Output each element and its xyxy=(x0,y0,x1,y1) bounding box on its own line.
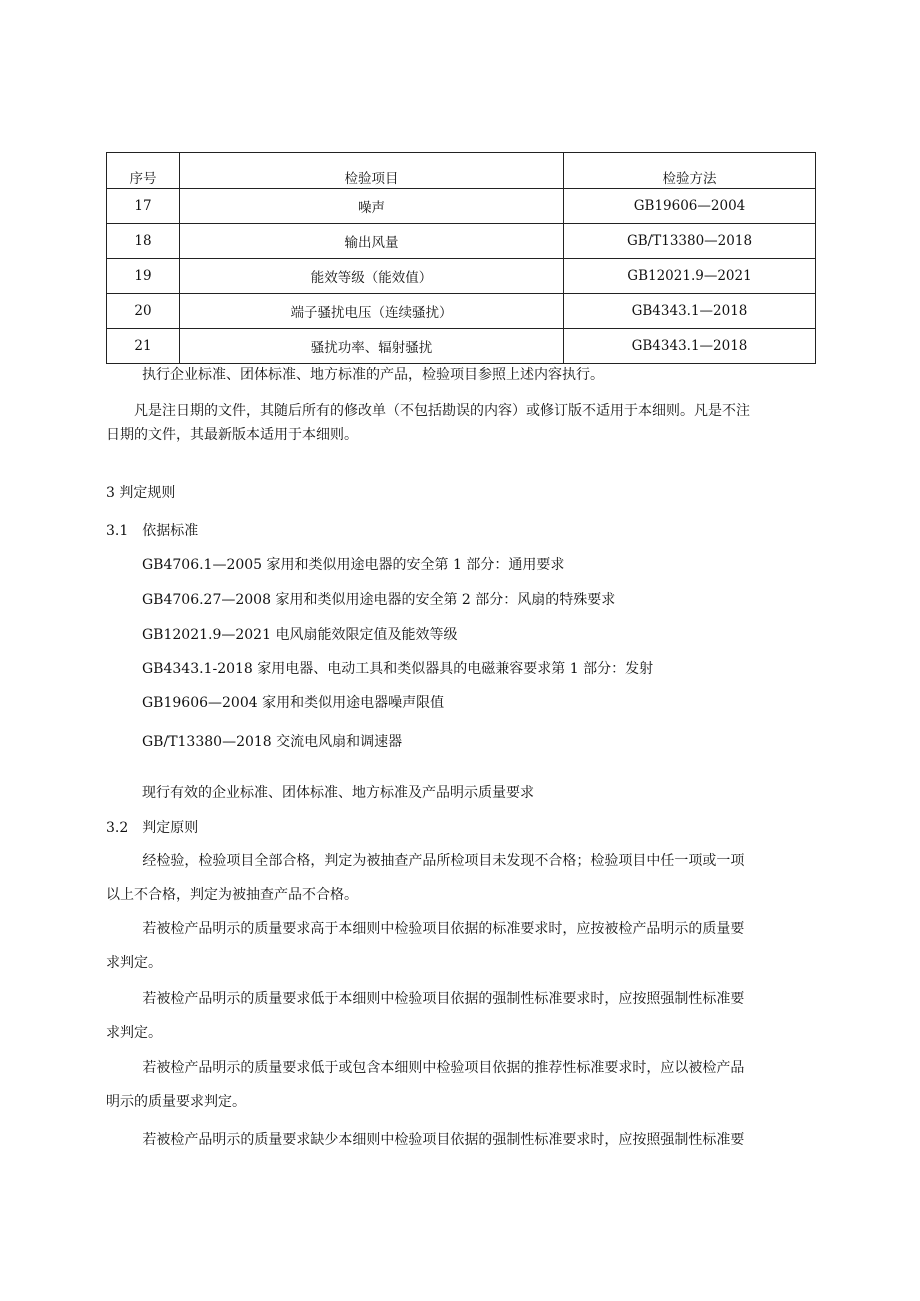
table-header-row xyxy=(107,153,816,189)
standard-item: GB4706.27—2008 家用和类似用途电器的安全第 2 部分：风扇的特殊要求 xyxy=(142,592,616,608)
row-item: 端子骚扰电压（连续骚扰） xyxy=(180,294,564,329)
principle-line: 求判定。 xyxy=(106,955,162,971)
header-method: 检验方法 xyxy=(564,153,816,189)
row-method: GB4343.1—2018 xyxy=(564,294,816,329)
row-item: 输出风量 xyxy=(180,224,564,259)
section-3-title: 3 判定规则 xyxy=(106,485,176,501)
standard-item: GB/T13380—2018 交流电风扇和调速器 xyxy=(142,734,403,750)
principle-line: 若被检产品明示的质量要求缺少本细则中检验项目依据的强制性标准要求时，应按照强制性标准要 xyxy=(142,1132,745,1148)
principle-paragraph xyxy=(106,919,815,973)
principle-line: 以上不合格，判定为被抽查产品不合格。 xyxy=(106,887,358,903)
row-item: 噪声 xyxy=(180,189,564,224)
row-index: 21 xyxy=(107,329,180,364)
table-row xyxy=(107,224,816,259)
enterprise-note: 执行企业标准、团体标准、地方标准的产品，检验项目参照上述内容执行。 xyxy=(142,367,604,383)
row-index: 17 xyxy=(107,189,180,224)
header-item: 检验项目 xyxy=(180,153,564,189)
standard-item: GB4343.1-2018 家用电器、电动工具和类似器具的电磁兼容要求第 1 部分：发射 xyxy=(142,661,654,677)
row-method: GB12021.9—2021 xyxy=(564,259,816,294)
table-row xyxy=(107,294,816,329)
table-row xyxy=(107,189,816,224)
standard-item: GB12021.9—2021 电风扇能效限定值及能效等级 xyxy=(142,627,458,643)
current-standards-note: 现行有效的企业标准、团体标准、地方标准及产品明示质量要求 xyxy=(142,785,534,801)
standard-item: GB4706.1—2005 家用和类似用途电器的安全第 1 部分：通用要求 xyxy=(142,557,565,573)
principle-paragraph xyxy=(106,1058,815,1112)
row-index: 18 xyxy=(107,224,180,259)
header-index: 序号 xyxy=(107,153,180,189)
row-method: GB19606—2004 xyxy=(564,189,816,224)
dated-note-line1: 凡是注日期的文件，其随后所有的修改单（不包括勘误的内容）或修订版不适用于本细则。凡是不注 xyxy=(134,403,750,419)
principle-paragraph xyxy=(106,1130,815,1150)
table-row xyxy=(107,259,816,294)
row-method: GB4343.1—2018 xyxy=(564,329,816,364)
standard-item: GB19606—2004 家用和类似用途电器噪声限值 xyxy=(142,695,445,711)
row-item: 能效等级（能效值） xyxy=(180,259,564,294)
principle-line: 求判定。 xyxy=(106,1025,162,1041)
principle-line: 经检验，检验项目全部合格，判定为被抽查产品所检项目未发现不合格；检验项目中任一项或一项 xyxy=(142,853,745,869)
row-item: 骚扰功率、辐射骚扰 xyxy=(180,329,564,364)
section-3-1-title: 3.1 依据标准 xyxy=(106,523,199,539)
inspection-table xyxy=(106,152,816,364)
principle-paragraph xyxy=(106,989,815,1043)
row-index: 19 xyxy=(107,259,180,294)
section-3-2-title: 3.2 判定原则 xyxy=(106,820,199,836)
dated-documents-note xyxy=(106,401,815,445)
table-row xyxy=(107,329,816,364)
principle-line: 明示的质量要求判定。 xyxy=(106,1094,246,1110)
principle-paragraph xyxy=(106,851,815,905)
principle-line: 若被检产品明示的质量要求高于本细则中检验项目依据的标准要求时，应按被检产品明示的质量要 xyxy=(142,921,745,937)
principle-line: 若被检产品明示的质量要求低于或包含本细则中检验项目依据的推荐性标准要求时，应以被检产品 xyxy=(142,1060,745,1076)
row-method: GB/T13380—2018 xyxy=(564,224,816,259)
principle-line: 若被检产品明示的质量要求低于本细则中检验项目依据的强制性标准要求时，应按照强制性标准要 xyxy=(142,991,745,1007)
dated-note-line2: 日期的文件，其最新版本适用于本细则。 xyxy=(106,427,358,443)
row-index: 20 xyxy=(107,294,180,329)
